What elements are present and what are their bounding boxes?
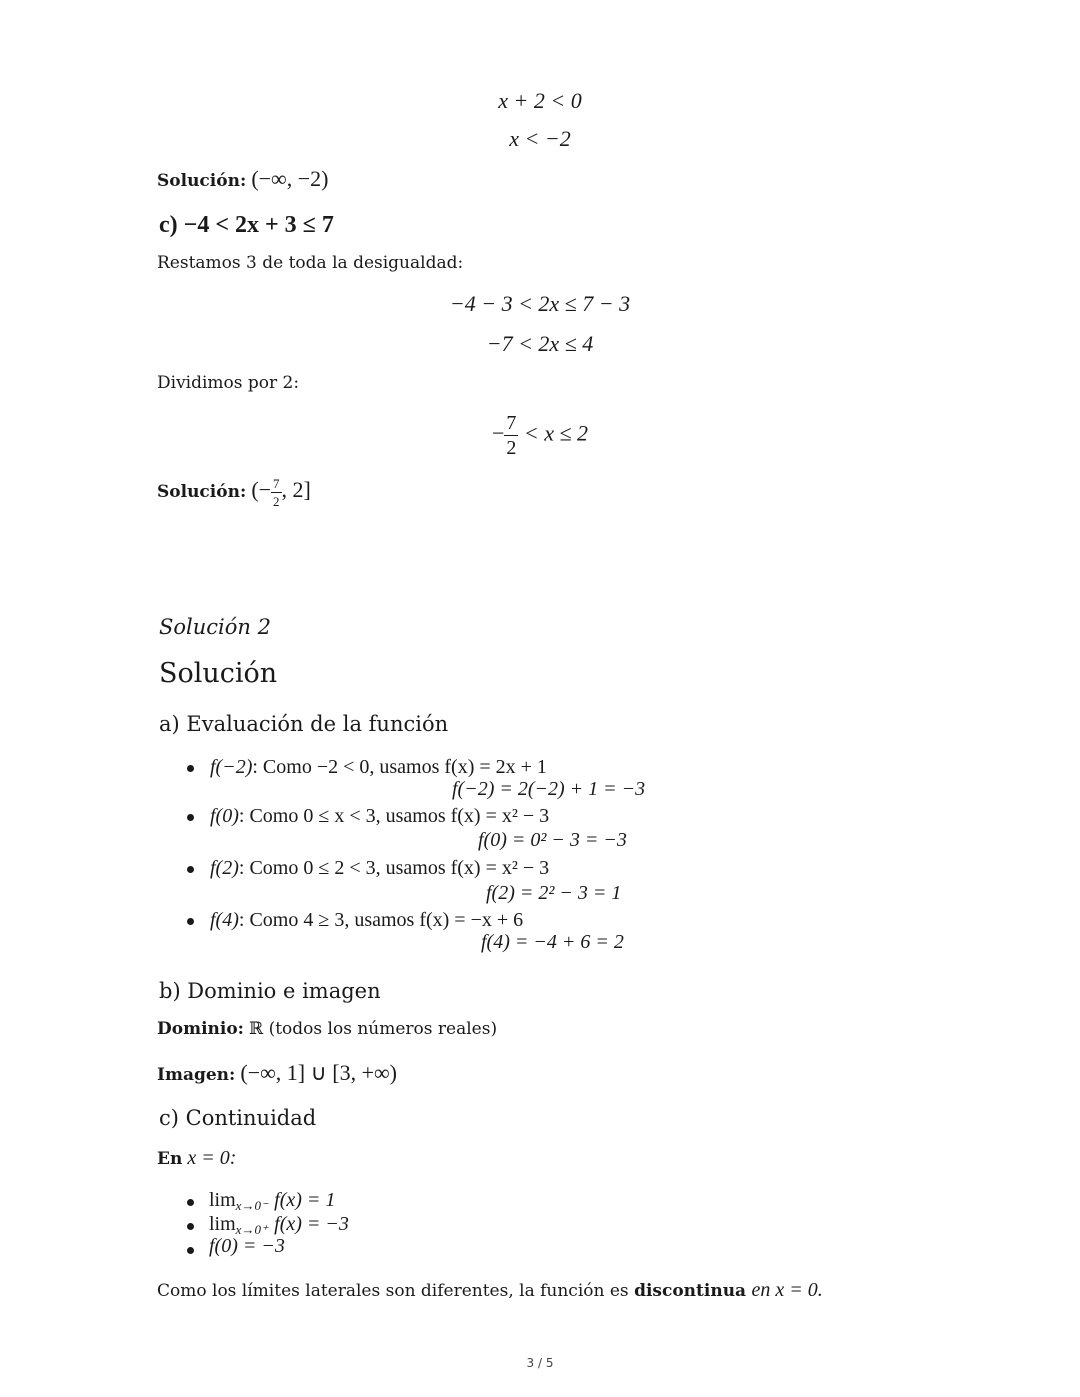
step-dividimos: Dividimos por 2: [157,373,300,393]
limit-right: $\lim_{x\to 0^+} f(x) = -3$ [209,1213,349,1237]
equation-x-less-minus2: x < −2 [509,126,571,151]
section-b-heading: b) Dominio e imagen [159,979,381,1003]
limit-left: $\lim_{x\to 0^-} f(x) = 1$ [209,1189,336,1213]
step-restamos: Restamos 3 de toda la desigualdad: [157,253,464,273]
equation-divided: − $\frac{7}{2}$ < x ≤ 2 [491,412,589,459]
equation-simplified: −7 < 2x ≤ 4 [486,331,594,356]
section-c-heading: c) Continuidad [159,1106,317,1130]
solution-line-b: Solución: (−∞, −2) [157,166,329,191]
bullet-dot [187,918,194,925]
list-item-result: f(4) = −4 + 6 = 2 [481,931,624,953]
page-number: 3 / 5 [526,1356,554,1370]
list-item: f(2): Como 0 ≤ 2 < 3, usamos f(x) = x² − 3 [210,857,550,879]
fraction-small: $\frac{7}{2}$ [273,476,280,509]
list-item: f(0): Como 0 ≤ x < 3, usamos f(x) = x² − 3 [210,805,550,827]
imagen-line: Imagen: (−∞, 1] ∪ [3, +∞) [157,1060,397,1085]
dominio-line: Dominio: ℝ (todos los números reales) [157,1019,498,1039]
page-title: Solución [159,658,278,689]
bullet-dot [187,814,194,821]
equation-subtract: −4 − 3 < 2x ≤ 7 − 3 [449,291,631,316]
section-a-heading: a) Evaluación de la función [159,712,449,736]
part-c-heading: c) −4 < 2x + 3 ≤ 7 [159,212,334,238]
bullet-dot [187,765,194,772]
bullet-dot [187,866,194,873]
solution-line-c: Solución: (− $\frac{7}{2}$ , 2] [157,476,311,509]
list-item-result: f(2) = 2² − 3 = 1 [486,882,622,904]
list-item: f(−2): Como −2 < 0, usamos f(x) = 2x + 1 [210,756,547,778]
equation-x-plus-2: x + 2 < 0 [498,88,582,113]
bullet-dot [187,1199,194,1206]
solucion-2-label: Solución 2 [159,615,271,639]
fraction-seven-halves: $\frac{7}{2}$ [506,412,517,459]
en-x-line: En x = 0: [157,1147,237,1169]
list-item-result: f(−2) = 2(−2) + 1 = −3 [452,778,646,800]
bullet-dot [187,1247,194,1254]
bullet-dot [187,1223,194,1230]
conclusion: Como los límites laterales son diferentes, la función es discontinua en x = 0. [157,1279,823,1301]
value-f0: f(0) = −3 [209,1235,285,1257]
list-item-result: f(0) = 0² − 3 = −3 [478,829,627,851]
list-item: f(4): Como 4 ≥ 3, usamos f(x) = −x + 6 [210,909,524,931]
